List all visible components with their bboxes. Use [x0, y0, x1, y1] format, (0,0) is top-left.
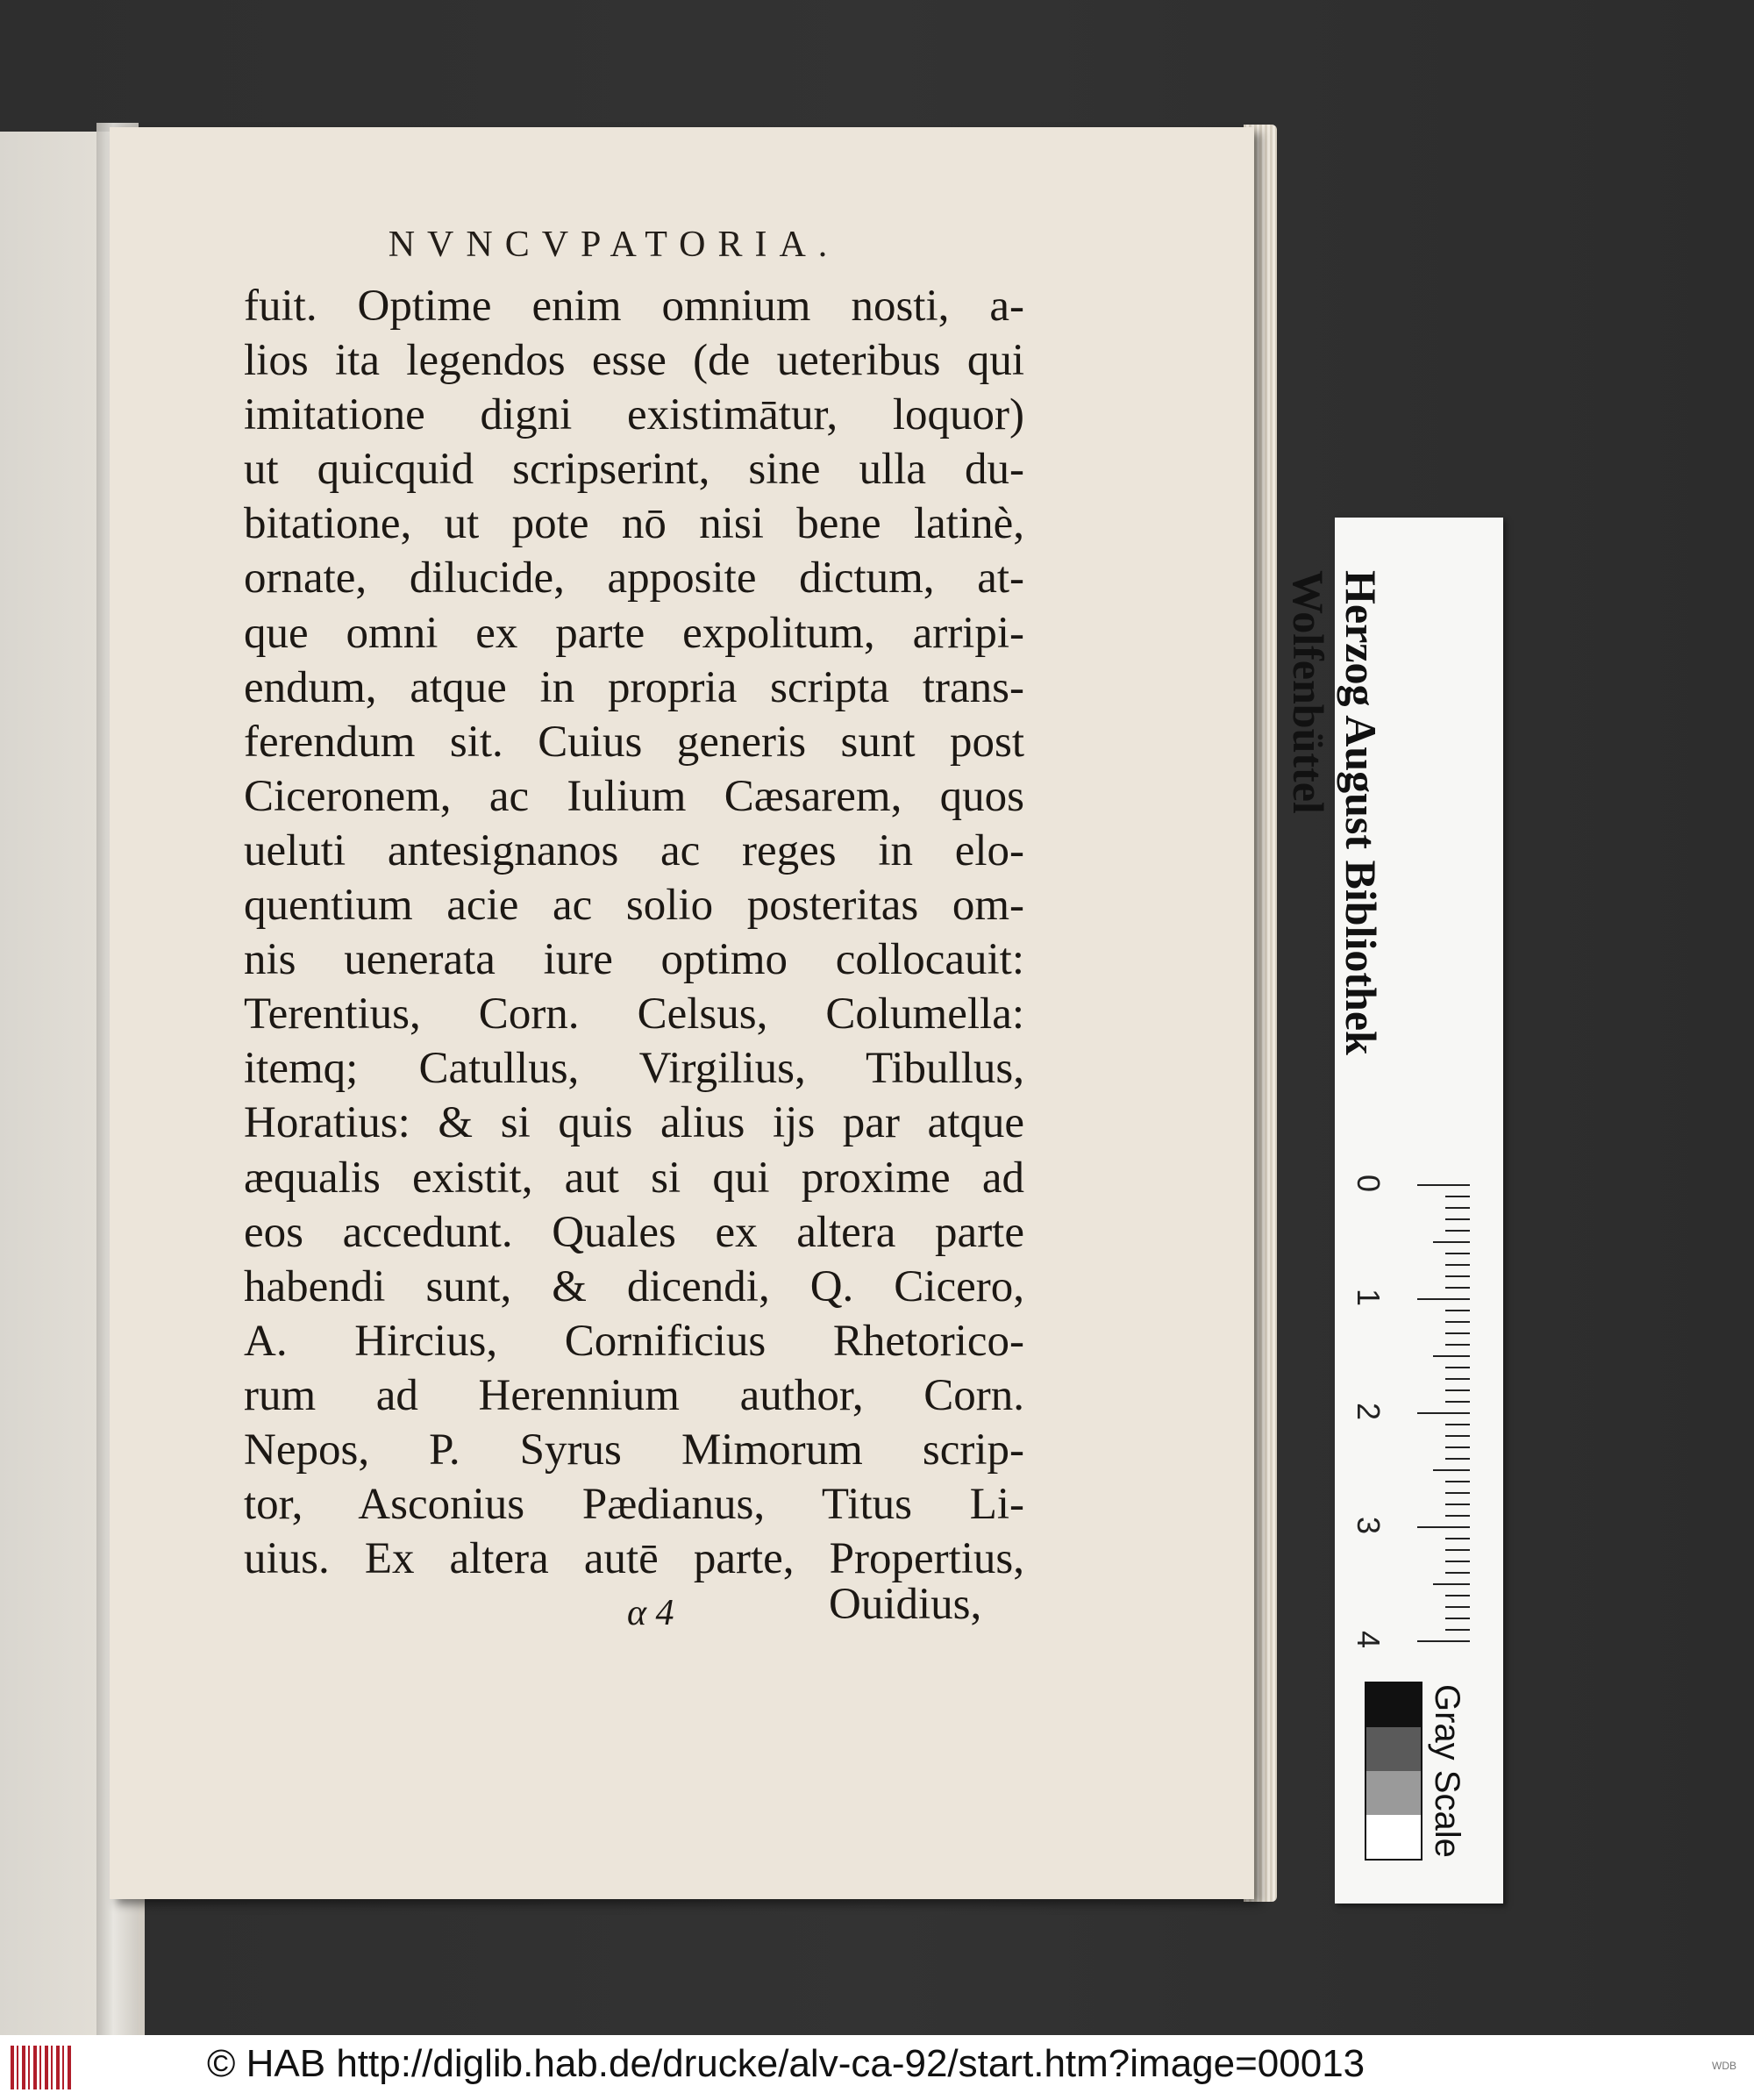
ruler-tick [1445, 1458, 1470, 1460]
ruler-tick [1445, 1595, 1470, 1596]
ruler-tick [1417, 1640, 1470, 1642]
text-line: nis uenerata iure optimo collocauit: [244, 935, 1024, 985]
ruler-tick [1445, 1606, 1470, 1608]
text-line: ueluti antesignanos ac reges in elo- [244, 825, 1024, 875]
ruler-cm-label: 3 [1351, 1516, 1387, 1535]
ruler-title-line-2: Wolfenbüttel [1284, 570, 1333, 814]
ruler-tick [1445, 1389, 1470, 1391]
ruler-tick [1445, 1253, 1470, 1254]
ruler-tick [1445, 1629, 1470, 1631]
text-line: tor, Asconius Pædianus, Titus Li- [244, 1480, 1024, 1530]
ruler-tick [1445, 1344, 1470, 1346]
text-line: endum, atque in propria scripta trans- [244, 662, 1024, 712]
text-line: ut quicquid scripserint, sine ulla du- [244, 445, 1024, 495]
ruler-tick [1445, 1310, 1470, 1311]
text-line: ferendum sit. Cuius generis sunt post [244, 717, 1024, 767]
footer-url[interactable]: © HAB http://diglib.hab.de/drucke/alv-ca-92/start.htm?image=00013 [207, 2042, 1365, 2085]
ruler-tick [1445, 1275, 1470, 1277]
hab-logo-icon [11, 2046, 72, 2089]
text-line: que omni ex parte expolitum, arripi- [244, 608, 1024, 658]
ruler-tick [1445, 1196, 1470, 1197]
ruler-tick [1445, 1618, 1470, 1619]
ruler-tick [1433, 1469, 1470, 1471]
ruler-tick [1445, 1538, 1470, 1539]
text-line: bitatione, ut pote nō nisi bene latinè, [244, 499, 1024, 549]
text-line: A. Hircius, Cornificius Rhetorico- [244, 1316, 1024, 1366]
ruler-tick [1417, 1298, 1470, 1300]
ruler-tick [1445, 1446, 1470, 1448]
catchword: Ouidius, [829, 1580, 982, 1629]
ruler-tick [1445, 1264, 1470, 1266]
ruler-tick [1445, 1424, 1470, 1425]
ruler-cm-label: 0 [1351, 1174, 1387, 1193]
ruler-tick [1433, 1355, 1470, 1357]
text-line: eos accedunt. Quales ex altera parte [244, 1207, 1024, 1257]
ruler-tick [1445, 1332, 1470, 1334]
ruler-tick [1433, 1241, 1470, 1243]
ruler-tick [1445, 1492, 1470, 1494]
ruler-tick [1445, 1207, 1470, 1209]
ruler-tick [1445, 1367, 1470, 1368]
ruler-tick [1445, 1504, 1470, 1505]
ruler-tick [1445, 1481, 1470, 1482]
gray-patch [1366, 1727, 1421, 1771]
ruler-tick [1445, 1378, 1470, 1380]
ruler-tick [1445, 1435, 1470, 1437]
text-line: itemq; Catullus, Virgilius, Tibullus, [244, 1044, 1024, 1094]
text-line: lios ita legendos esse (de ueteribus qui [244, 336, 1024, 386]
ruler-tick [1417, 1412, 1470, 1414]
ruler-tick [1445, 1287, 1470, 1289]
ruler-cm-label: 2 [1351, 1402, 1387, 1421]
ruler-tick [1445, 1401, 1470, 1403]
gray-patch [1366, 1683, 1421, 1727]
ruler-tick [1445, 1561, 1470, 1562]
measurement-ruler [1284, 518, 1503, 1904]
text-line: rum ad Herennium author, Corn. [244, 1370, 1024, 1420]
ruler-tick [1445, 1230, 1470, 1232]
ruler-cm-label: 1 [1351, 1288, 1387, 1307]
ruler-tick [1433, 1583, 1470, 1585]
text-line: Terentius, Corn. Celsus, Columella: [244, 989, 1024, 1039]
ruler-title-line-1: Herzog August Bibliothek [1337, 570, 1386, 1055]
gray-scale-label: Gray Scale [1428, 1684, 1466, 1858]
page-body-text [244, 279, 1024, 1586]
running-head: NVNCVPATORIA. [388, 225, 840, 265]
text-line: imitatione digni existimātur, loquor) [244, 390, 1024, 440]
footer-bar [0, 2035, 1754, 2100]
text-line: fuit. Optime enim omnium nosti, a- [244, 282, 1024, 331]
ruler-tick [1417, 1184, 1470, 1186]
ruler-tick [1445, 1321, 1470, 1323]
gray-patch [1366, 1815, 1421, 1859]
ruler-cm-label: 4 [1351, 1630, 1387, 1649]
text-line: æqualis existit, aut si qui proxime ad [244, 1153, 1024, 1203]
gray-scale-chart [1365, 1682, 1422, 1861]
ruler-tick [1445, 1572, 1470, 1574]
text-line: Nepos, P. Syrus Mimorum scrip- [244, 1425, 1024, 1475]
signature-mark: α 4 [627, 1593, 674, 1633]
gray-patch [1366, 1771, 1421, 1815]
text-line: ornate, dilucide, apposite dictum, at- [244, 554, 1024, 604]
ruler-tick [1445, 1515, 1470, 1517]
text-line: Horatius: & si quis alius ijs par atque [244, 1098, 1024, 1148]
text-line: uius. Ex altera autē parte, Propertius, [244, 1534, 1024, 1584]
text-line: habendi sunt, & dicendi, Q. Cicero, [244, 1261, 1024, 1311]
ruler-tick [1417, 1526, 1470, 1528]
footer-mark: WDB [1712, 2060, 1736, 2072]
text-line: Ciceronem, ac Iulium Cæsarem, quos [244, 771, 1024, 821]
ruler-tick [1445, 1549, 1470, 1551]
ruler-tick [1445, 1218, 1470, 1220]
text-line: quentium acie ac solio posteritas om- [244, 881, 1024, 931]
